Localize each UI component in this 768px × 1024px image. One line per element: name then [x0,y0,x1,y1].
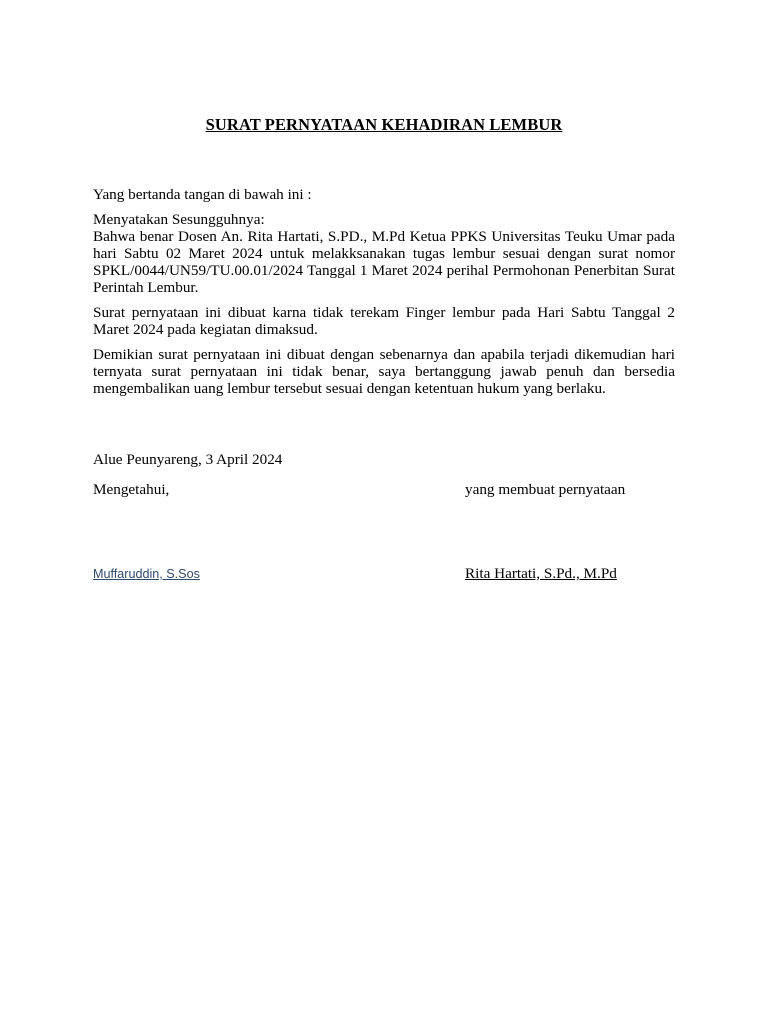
paragraph-1: Bahwa benar Dosen An. Rita Hartati, S.PD., M.Pd Ketua PPKS Universitas Teuku Umar pada hari Sabtu 02 Maret 2024 untuk melakksanakan tugas lembur sesuai dengan surat nomor SPKL/0044/UN59/TU.00.01/2024 Tanggal 1 Maret 2024 perihal Permohonan Penerbitan Surat Perintah Lembur. [93,228,675,296]
paragraph-3: Demikian surat pernyataan ini dibuat dengan sebenarnya dan apabila terjadi dikemudian hari ternyata surat pernyataan ini tidak benar, saya bertanggung jawab penuh dan bersedia mengembalikan uang lembur tersebut sesuai dengan ketentuan hukum yang berlaku. [93,346,675,397]
statement-heading: Menyatakan Sesungguhnya: [93,211,265,228]
declarant-name: Rita Hartati, S.Pd., M.Pd [465,565,617,582]
declarant-label: yang membuat pernyataan [465,481,626,498]
acknowledger-label: Mengetahui, [93,481,170,498]
paragraph-2: Surat pernyataan ini dibuat karna tidak terekam Finger lembur pada Hari Sabtu Tanggal 2 Maret 2024 pada kegiatan dimaksud. [93,304,675,338]
place-and-date: Alue Peunyareng, 3 April 2024 [93,451,283,468]
acknowledger-name: Muffaruddin, S.Sos [93,567,200,581]
intro-line: Yang bertanda tangan di bawah ini : [93,186,312,203]
document-title: SURAT PERNYATAAN KEHADIRAN LEMBUR [205,115,563,134]
document-body [93,186,675,397]
